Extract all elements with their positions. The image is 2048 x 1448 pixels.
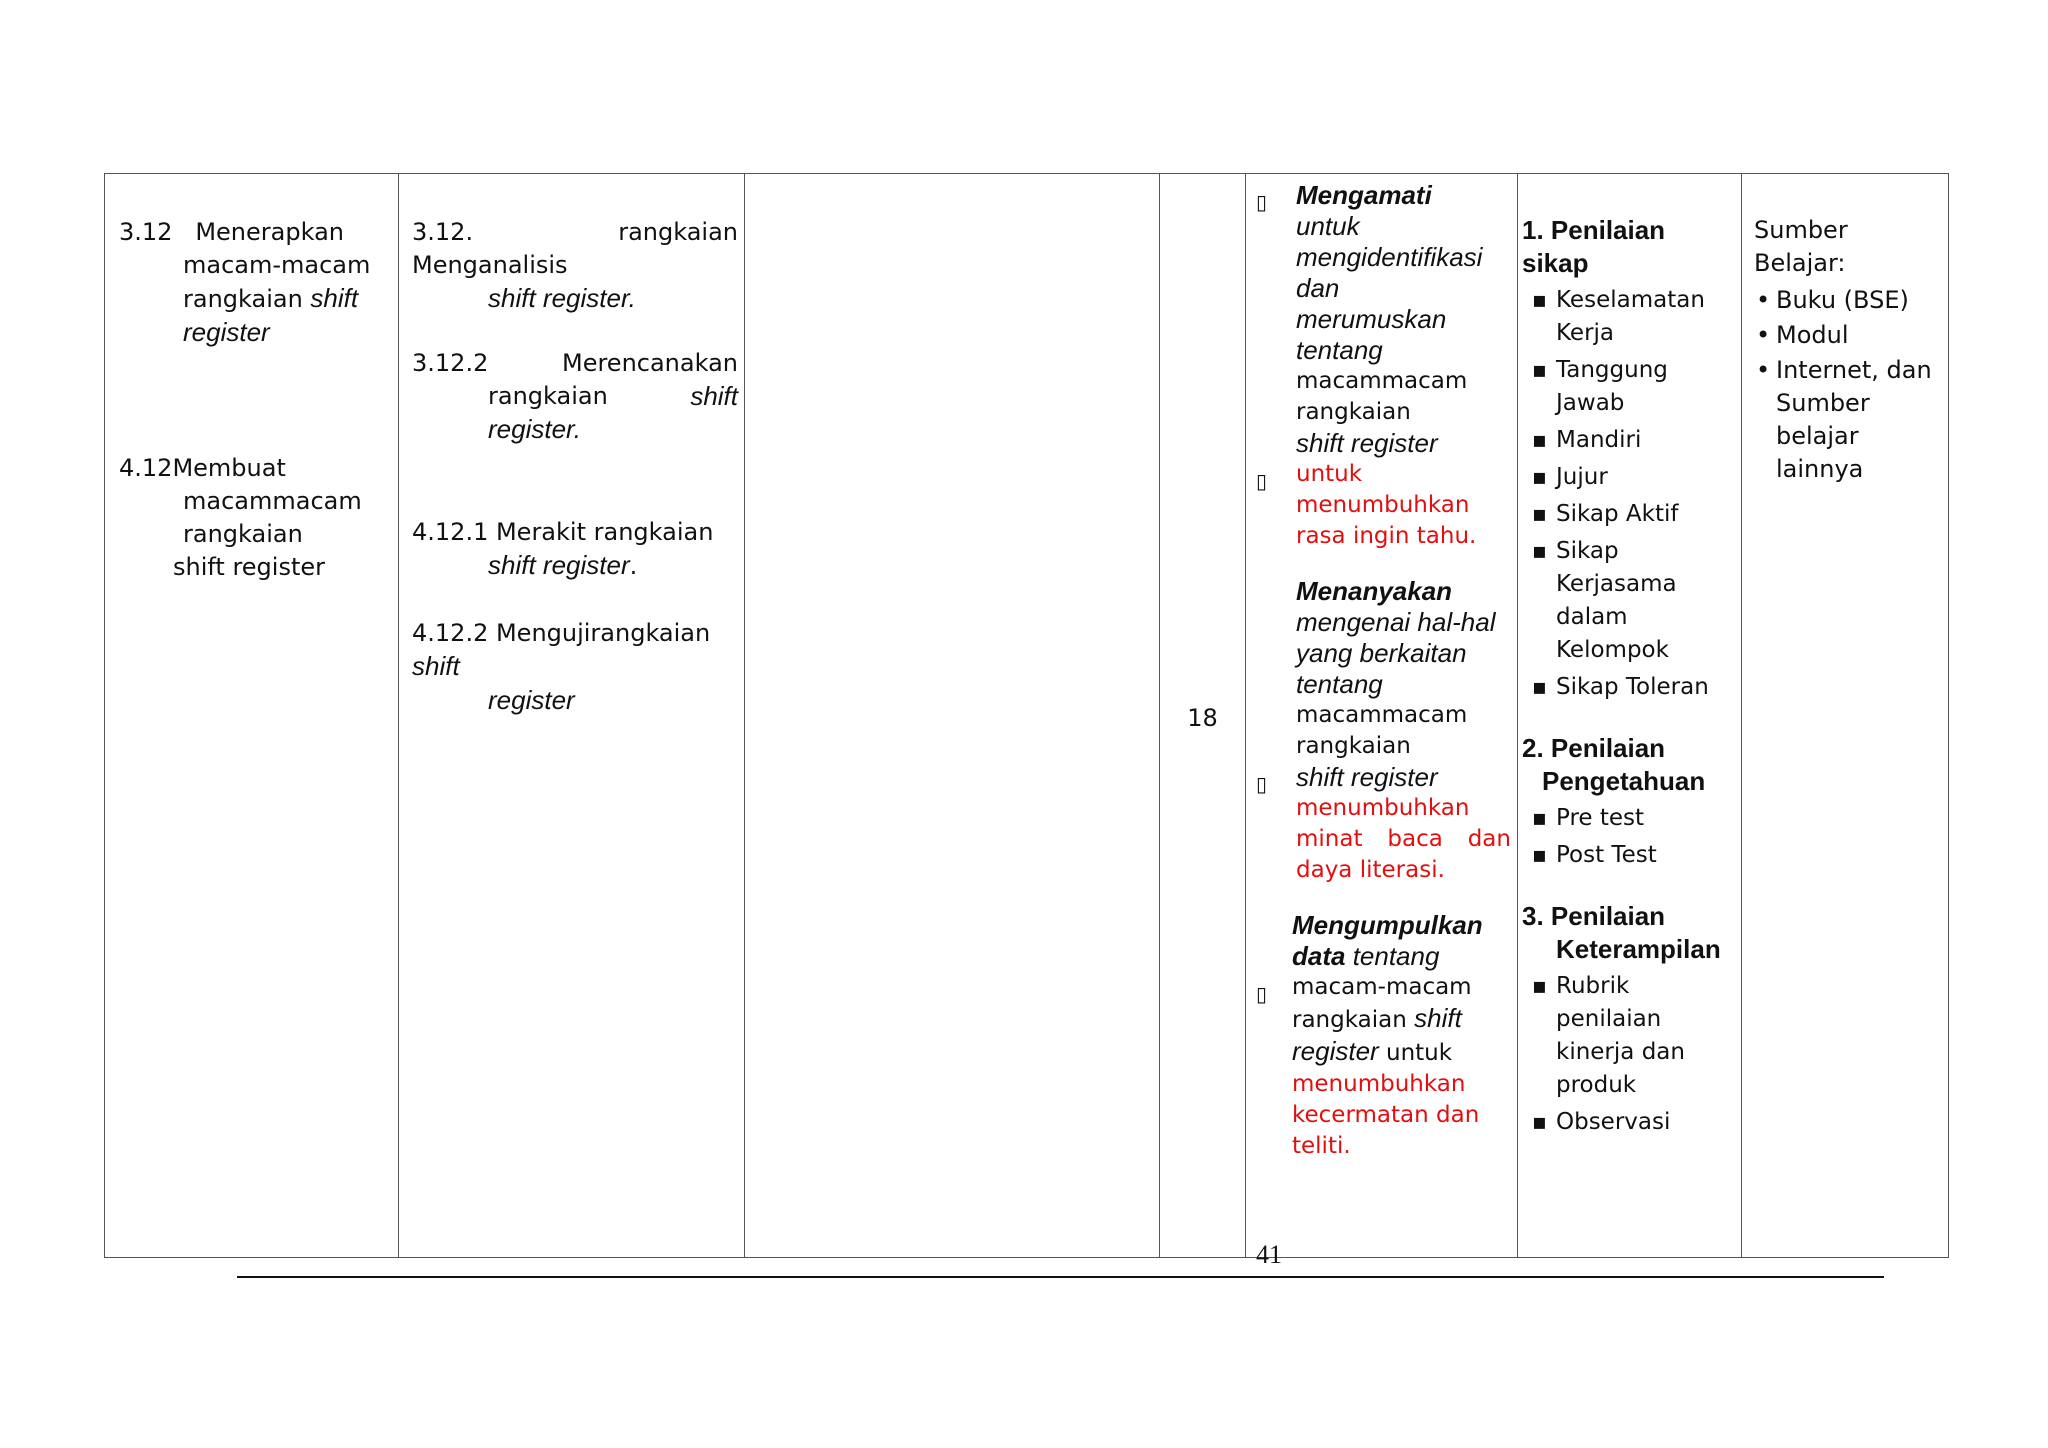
activity-text: mengenai hal-hal xyxy=(1296,607,1496,637)
activity-text: rasa ingin tahu. xyxy=(1296,523,1477,549)
heading-text: 1. Penilaian xyxy=(1522,215,1666,245)
checkbox-placeholder-icon: ▯ xyxy=(1256,469,1268,493)
activity-kecermatan xyxy=(1256,972,1511,1162)
list-item: ▪ Rubrik penilaian kinerja dan produk xyxy=(1532,970,1737,1102)
kd3-text: rangkaian xyxy=(183,285,311,313)
keterampilan-list xyxy=(1522,970,1737,1139)
activity-title: Menanyakan xyxy=(1296,576,1453,606)
activity-text: macammacam xyxy=(1296,702,1468,728)
activity-text: menumbuhkan xyxy=(1296,795,1470,821)
penilaian-sikap-heading xyxy=(1522,214,1737,280)
heading-text: Keterampilan xyxy=(1556,934,1721,964)
sumber-belajar-cell xyxy=(1742,174,1949,1258)
kd3-text: register xyxy=(183,317,270,347)
activity-text: merumuskan xyxy=(1296,304,1447,334)
activity-text: baca xyxy=(1387,826,1443,852)
kd3-text: shift xyxy=(310,283,359,313)
indikator-text: register. xyxy=(488,414,581,444)
kd-4-12 xyxy=(119,452,390,584)
kd3-number: 3.12 xyxy=(119,218,173,246)
kd4-text: rangkaian xyxy=(183,520,303,548)
table-row xyxy=(105,174,1949,1258)
activity-text: untuk xyxy=(1296,211,1360,241)
activity-text: rangkaian xyxy=(1296,399,1411,425)
list-item: ▪ Pre test xyxy=(1532,802,1737,835)
checkbox-placeholder-icon: ▯ xyxy=(1256,190,1268,214)
syllabus-table xyxy=(104,173,1949,1258)
indikator-text: shift xyxy=(690,381,738,411)
heading-text: 2. Penilaian xyxy=(1522,733,1666,763)
materi-cell xyxy=(745,174,1160,1258)
list-item: ▪ Tanggung Jawab xyxy=(1532,354,1737,420)
activity-text: rangkaian xyxy=(1296,733,1411,759)
activity-text: untuk xyxy=(1378,1040,1453,1066)
kompetensi-dasar-cell xyxy=(105,174,399,1258)
list-item: ▪ Sikap Aktif xyxy=(1532,498,1737,531)
activity-menanyakan xyxy=(1256,576,1511,762)
activity-text: minat xyxy=(1296,826,1363,852)
indikator-text: rangkaian xyxy=(488,382,608,410)
checkbox-placeholder-icon: ▯ xyxy=(1256,982,1268,1006)
activity-text: tentang xyxy=(1296,669,1383,699)
kd3-text: macam-macam xyxy=(183,251,371,279)
activity-text: shift register xyxy=(1296,762,1438,792)
activity-text: rangkaian xyxy=(1292,1007,1415,1033)
heading-text: Pengetahuan xyxy=(1542,766,1706,796)
indikator-4-12-2 xyxy=(412,617,738,717)
indikator-3-12-2 xyxy=(412,347,738,446)
indikator-text: register xyxy=(488,685,575,715)
activity-text: kecermatan dan xyxy=(1292,1102,1480,1128)
activity-title: Mengumpulkan xyxy=(1292,910,1483,940)
list-item: ▪ Post Test xyxy=(1532,839,1737,872)
kd3-text: Menerapkan xyxy=(195,218,344,246)
activity-text: tentang xyxy=(1296,335,1383,365)
indikator-4-12-1 xyxy=(412,516,738,583)
penilaian-keterampilan-heading xyxy=(1522,900,1737,966)
indikator-text: 4.12.1 Merakit rangkaian xyxy=(412,518,714,546)
activity-text: macammacam xyxy=(1296,368,1468,394)
list-item: ▪ Jujur xyxy=(1532,461,1737,494)
activity-text: dan xyxy=(1467,826,1511,852)
indikator-text: shift register. xyxy=(488,283,636,313)
alokasi-waktu-cell xyxy=(1160,174,1246,1258)
kd4-text: macammacam xyxy=(183,487,362,515)
pengetahuan-list xyxy=(1522,802,1737,872)
list-item: ▪ Mandiri xyxy=(1532,424,1737,457)
footer-rule xyxy=(237,1276,1884,1278)
activity-text: shift register xyxy=(1296,428,1438,458)
page-number: 41 xyxy=(1256,1240,1282,1269)
activity-text: menumbuhkan xyxy=(1292,1071,1466,1097)
penilaian-cell xyxy=(1518,174,1742,1258)
indikator-text: rangkaian xyxy=(618,218,738,246)
list-item: • Modul xyxy=(1754,319,1942,352)
checkbox-placeholder-icon: ▯ xyxy=(1256,772,1268,796)
activity-text: menumbuhkan xyxy=(1296,492,1470,518)
activity-literasi xyxy=(1256,762,1511,886)
activity-title: Mengamati xyxy=(1296,180,1432,210)
kd4-number: 4.12 xyxy=(119,454,173,482)
list-item: ▪ Keselamatan Kerja xyxy=(1532,284,1737,350)
activity-text: macam-macam xyxy=(1292,974,1472,1000)
activity-text: dan xyxy=(1296,273,1340,303)
kd4-text: Membuat xyxy=(172,454,286,482)
activity-text: tentang xyxy=(1345,941,1440,971)
indikator-text: shift xyxy=(412,651,460,681)
list-item: ▪ Observasi xyxy=(1532,1106,1737,1139)
list-item: ▪ Sikap Kerjasama dalam Kelompok xyxy=(1532,535,1737,667)
activity-title: data xyxy=(1292,941,1346,971)
activity-rasa-ingin-tahu xyxy=(1256,459,1511,552)
indikator-text: 3.12. Menganalisis xyxy=(412,218,568,279)
activity-text: yang berkaitan xyxy=(1296,638,1467,668)
activity-text: register xyxy=(1292,1036,1379,1066)
sumber-belajar-list xyxy=(1754,284,1942,486)
penilaian-pengetahuan-heading xyxy=(1522,732,1737,798)
sikap-list xyxy=(1522,284,1737,704)
indikator-text: shift register xyxy=(488,550,630,580)
indikator-text: 4.12.2 Mengujirangkaian xyxy=(412,619,711,647)
activity-text: daya literasi. xyxy=(1296,857,1445,883)
kd4-text: shift register xyxy=(173,553,326,581)
heading-text: sikap xyxy=(1522,248,1589,278)
kd-3-12 xyxy=(119,216,390,349)
list-item: • Internet, dan Sumber belajar lainnya xyxy=(1754,354,1942,486)
activity-mengamati xyxy=(1256,180,1511,459)
list-item: • Buku (BSE) xyxy=(1754,284,1942,317)
list-item: ▪ Sikap Toleran xyxy=(1532,671,1737,704)
activity-text: untuk xyxy=(1296,461,1363,487)
heading-text: 3. Penilaian xyxy=(1522,901,1666,931)
sumber-belajar-title: Sumber Belajar: xyxy=(1754,216,1848,277)
kegiatan-pembelajaran-cell xyxy=(1246,174,1518,1258)
indikator-text: Merencanakan xyxy=(561,349,738,377)
indikator-3-12 xyxy=(412,216,738,315)
activity-text: teliti. xyxy=(1292,1133,1351,1159)
indikator-text: 3.12.2 xyxy=(412,349,489,377)
jp-value: 18 xyxy=(1187,704,1218,732)
indikator-cell xyxy=(399,174,745,1258)
indikator-text: . xyxy=(629,552,638,580)
activity-mengumpulkan xyxy=(1256,910,1511,972)
activity-text: shift xyxy=(1414,1003,1462,1033)
activity-text: mengidentifikasi xyxy=(1296,242,1483,272)
